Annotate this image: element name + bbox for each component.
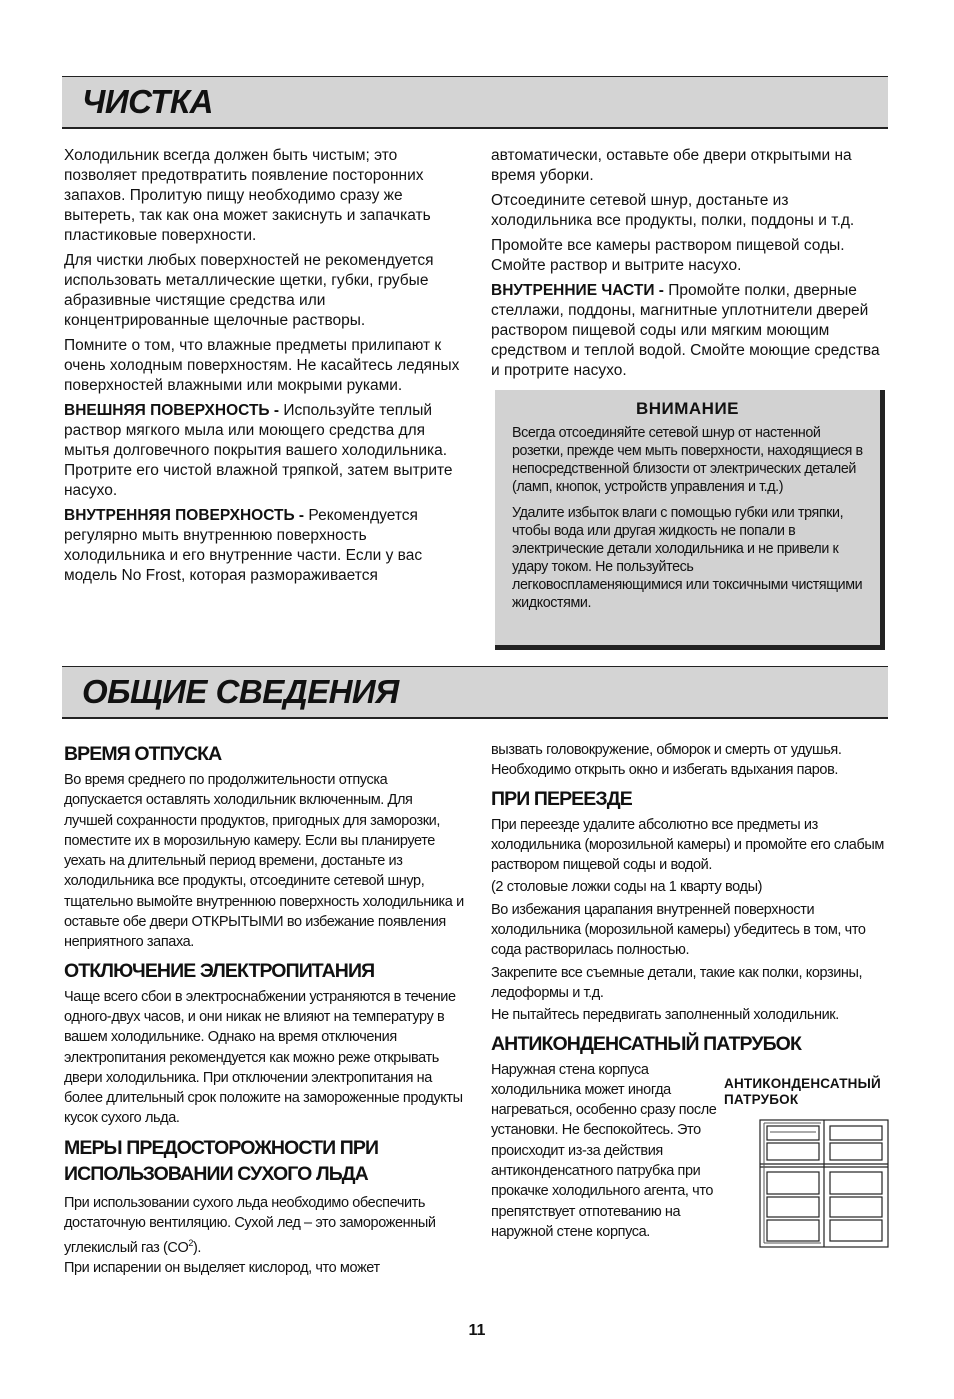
dry-ice-text-part: При использовании сухого льда необходимо обеспечить достаточную вентиляцию. Сухой лед – это замороженный углекислый газ (CO bbox=[64, 1194, 436, 1257]
cleaning-paragraph: Для чистки любых поверхностей не рекомендуется использовать металлические щетки, губки, грубые абразивные чистящие средства или концентрированные щелочные растворы. bbox=[64, 252, 434, 329]
refrigerator-diagram bbox=[758, 1118, 890, 1250]
page-number: 11 bbox=[468, 1322, 486, 1339]
outer-surface-text: Используйте теплый раствор мягкого мыла или моющего средства для мытья долговечного покрытия вашего холодильника. Протрите его чистой влажной тряпкой, затем вытрите насухо. bbox=[64, 402, 453, 499]
cleaning-left-column bbox=[64, 146, 464, 591]
outer-surface-label: ВНЕШНЯЯ ПОВЕРХНОСТЬ - bbox=[64, 402, 280, 419]
vacation-heading: ВРЕМЯ ОТПУСКА bbox=[64, 743, 222, 765]
cleaning-paragraph: Помните о том, что влажные предметы прилипают к очень холодным поверхностям. Не касайтесь ледяных поверхностей влажными или мокрыми руками. bbox=[64, 337, 460, 394]
anti-condensation-heading: АНТИКОНДЕНСАТНЫЙ ПАТРУБОК bbox=[491, 1032, 801, 1055]
dry-ice-text-part: ). bbox=[193, 1240, 202, 1257]
cleaning-paragraph: автоматически, оставьте обе двери открытыми на время уборки. bbox=[491, 147, 852, 184]
moving-heading: ПРИ ПЕРЕЕЗДЕ bbox=[491, 787, 632, 810]
moving-paragraph: Закрепите все съемные детали, такие как полки, корзины, ледоформы и т.д. bbox=[491, 964, 863, 1001]
power-outage-text: Чаще всего сбои в электроснабжении устраняются в течение одного-двух часов, и они никак не влияют на температуру в вашем холодильнике. Однако на время отключения электропитания рекомендуется как можно реже открывать двери холодильника. При отключении электропитания на более длительный срок положите на замороженные продукты кусок сухого льда. bbox=[64, 988, 463, 1127]
moving-paragraph: При переезде удалите абсолютно все предметы из холодильника (морозильной камеры) и промойте его слабым раствором пищевой соды и водой. bbox=[491, 816, 884, 874]
warning-title: ВНИМАНИЕ bbox=[635, 399, 740, 418]
inner-parts-text: Промойте полки, дверные стеллажи, поддоны, магнитные уплотнители дверей раствором пищевой соды или мягким моющим средством и теплой водой. Смойте моющие средства и протрите насухо. bbox=[491, 282, 880, 379]
warning-box bbox=[495, 390, 885, 650]
cleaning-right-column bbox=[491, 146, 889, 386]
inner-surface-label: ВНУТРЕННЯЯ ПОВЕРХНОСТЬ - bbox=[64, 507, 305, 524]
cleaning-paragraph: Холодильник всегда должен быть чистым; это позволяет предотвратить появление посторонних запахов. Пролитую пищу необходимо сразу же вытереть, так как она может закиснуть и запачкать пластиковые поверхности. bbox=[64, 147, 431, 244]
general-left-column bbox=[64, 736, 464, 1281]
outer-surface-paragraph bbox=[64, 401, 464, 501]
inner-surface-text: Рекомендуется регулярно мыть внутреннюю поверхность холодильника и его внутренние части. Если у вас модель No Frost, которая размораживается bbox=[64, 507, 423, 584]
dry-ice-continued: вызвать головокружение, обморок и смерть от удушья. Необходимо открыть окно и избегать вдыхания паров. bbox=[491, 742, 842, 779]
cleaning-paragraph: Промойте все камеры раствором пищевой соды. Смойте раствор и вытрите насухо. bbox=[491, 237, 845, 274]
general-section-header bbox=[62, 666, 888, 719]
vacation-text: Во время среднего по продолжительности отпуска допускается оставлять холодильник включенным. Для лучшей сохранности продуктов, пригодных для заморозки, поместите их в морозильную камеру. Если вы планируете уехать на длительный период времени, достаньте из холодильника все продукты, отсоедините сетевой шнур, тщательно вымойте внутреннюю поверхность холодильника и оставьте обе двери ОТКРЫТЫМИ во избежание появления неприятного запаха. bbox=[64, 772, 464, 951]
moving-paragraph: Не пытайтесь передвигать заполненный холодильник. bbox=[491, 1007, 839, 1024]
anti-condensation-pipe bbox=[764, 1123, 821, 1243]
cleaning-section-header bbox=[62, 76, 888, 129]
dry-ice-subscript: 2 bbox=[188, 1238, 193, 1249]
dry-ice-text bbox=[64, 1193, 464, 1279]
moving-paragraph: (2 столовые ложки соды на 1 кварту воды) bbox=[491, 879, 763, 896]
dry-ice-text-part: При испарении он выделяет кислород, что может bbox=[64, 1260, 380, 1277]
cleaning-title: ЧИСТКА bbox=[82, 83, 213, 120]
diagram-label-line: АНТИКОНДЕНСАТНЫЙ bbox=[724, 1076, 881, 1091]
inner-parts-paragraph bbox=[491, 281, 889, 381]
warning-paragraph: Всегда отсоединяйте сетевой шнур от настенной розетки, прежде чем мыть поверхности, находящиеся в непосредственной близости от электрических деталей (ламп, кнопок, устройств управления и т.д.) bbox=[512, 425, 863, 495]
cleaning-paragraph: Отсоедините сетевой шнур, достаньте из холодильника все продукты, полки, поддоны и т.д. bbox=[491, 192, 855, 229]
inner-parts-label: ВНУТРЕННИЕ ЧАСТИ - bbox=[491, 282, 664, 299]
warning-paragraph: Удалите избыток влаги с помощью губки или тряпки, чтобы вода или другая жидкость не попали в электрические детали холодильника и не привели к удару током. Не пользуйтесь легковоспламеняющимися или токсичными чистящими жидкостями. bbox=[512, 505, 863, 611]
anti-condensation-text: Наружная стена корпуса холодильника может иногда нагреваться, особенно сразу после установки. Не беспокойтесь. Это происходит из-за действия антиконденсатного патрубка при прокачке холодильного агента, что препятствует отпотеванию на наружной стене корпуса. bbox=[491, 1061, 717, 1240]
moving-paragraph: Во избежания царапания внутренней поверхности холодильника (морозильной камеры) убедитесь в том, что сода растворилась полностью. bbox=[491, 901, 866, 959]
power-outage-heading: ОТКЛЮЧЕНИЕ ЭЛЕКТРОПИТАНИЯ bbox=[64, 959, 375, 982]
diagram-label bbox=[724, 1076, 881, 1108]
diagram-label-line: ПАТРУБОК bbox=[724, 1092, 799, 1107]
dry-ice-heading: МЕРЫ ПРЕДОСТОРОЖНОСТИ ПРИ ИСПОЛЬЗОВАНИИ СУХОГО ЛЬДА bbox=[64, 1136, 379, 1185]
inner-surface-paragraph bbox=[64, 506, 464, 586]
general-title: ОБЩИЕ СВЕДЕНИЯ bbox=[82, 673, 399, 710]
